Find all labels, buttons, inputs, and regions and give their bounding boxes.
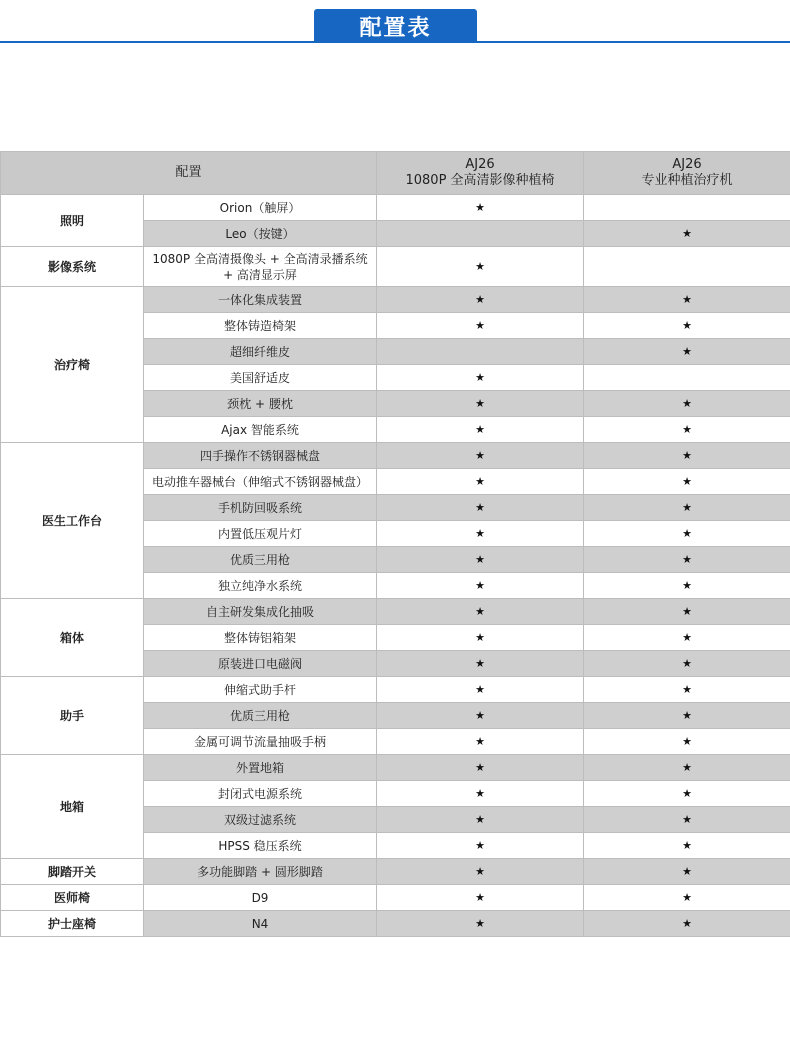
model-2-cell	[584, 339, 790, 365]
model-2-cell	[584, 313, 790, 339]
feature-cell: 电动推车器械台（伸缩式不锈钢器械盘）	[144, 469, 377, 495]
star-icon: ★	[682, 865, 692, 878]
model-1-cell	[377, 573, 584, 599]
star-icon: ★	[475, 449, 485, 462]
feature-cell: HPSS 稳压系统	[144, 833, 377, 859]
model-2-cell	[584, 677, 790, 703]
table-row	[1, 885, 790, 911]
table-row	[1, 443, 790, 469]
model-2-name: 专业种植治疗机	[641, 173, 733, 188]
feature-cell: N4	[144, 911, 377, 937]
model-2-cell	[584, 573, 790, 599]
star-icon: ★	[475, 319, 485, 332]
category-cell: 脚踏开关	[1, 859, 144, 885]
feature-cell: 1080P 全高清摄像头 + 全高清录播系统 + 高清显示屏	[144, 247, 377, 287]
feature-cell: 伸缩式助手杆	[144, 677, 377, 703]
star-icon: ★	[682, 579, 692, 592]
model-1-cell	[377, 677, 584, 703]
star-icon: ★	[682, 227, 692, 240]
feature-cell: Leo（按键）	[144, 221, 377, 247]
table-row	[1, 859, 790, 885]
star-icon: ★	[475, 260, 485, 273]
feature-cell: 内置低压观片灯	[144, 521, 377, 547]
model-1-cell	[377, 339, 584, 365]
model-2-cell	[584, 417, 790, 443]
star-icon: ★	[682, 891, 692, 904]
model-1-cell	[377, 651, 584, 677]
category-cell: 照明	[1, 195, 144, 247]
model-2-cell	[584, 443, 790, 469]
feature-cell: 颈枕 + 腰枕	[144, 391, 377, 417]
star-icon: ★	[475, 527, 485, 540]
model-1-cell	[377, 625, 584, 651]
star-icon: ★	[475, 787, 485, 800]
star-icon: ★	[682, 683, 692, 696]
feature-cell: 手机防回吸系统	[144, 495, 377, 521]
model-1-cell	[377, 221, 584, 247]
star-icon: ★	[475, 839, 485, 852]
model-2-cell	[584, 755, 790, 781]
star-icon: ★	[475, 293, 485, 306]
star-icon: ★	[682, 709, 692, 722]
model-2-cell	[584, 521, 790, 547]
feature-cell: 封闭式电源系统	[144, 781, 377, 807]
feature-cell: 独立纯净水系统	[144, 573, 377, 599]
header-model-1	[377, 152, 584, 195]
model-1-cell	[377, 859, 584, 885]
feature-cell: 双级过滤系统	[144, 807, 377, 833]
star-icon: ★	[475, 579, 485, 592]
star-icon: ★	[475, 475, 485, 488]
model-2-cell	[584, 625, 790, 651]
star-icon: ★	[682, 631, 692, 644]
star-icon: ★	[475, 891, 485, 904]
star-icon: ★	[682, 787, 692, 800]
model-2-code: AJ26	[672, 157, 702, 172]
model-2-cell	[584, 651, 790, 677]
star-icon: ★	[475, 917, 485, 930]
table-row	[1, 599, 790, 625]
star-icon: ★	[682, 839, 692, 852]
table-row	[1, 677, 790, 703]
star-icon: ★	[475, 501, 485, 514]
star-icon: ★	[475, 553, 485, 566]
star-icon: ★	[475, 657, 485, 670]
star-icon: ★	[682, 475, 692, 488]
model-1-cell	[377, 287, 584, 313]
model-2-cell	[584, 885, 790, 911]
config-table	[0, 151, 790, 937]
feature-cell: 自主研发集成化抽吸	[144, 599, 377, 625]
feature-cell: 美国舒适皮	[144, 365, 377, 391]
table-row	[1, 911, 790, 937]
model-1-cell	[377, 755, 584, 781]
model-1-cell	[377, 781, 584, 807]
star-icon: ★	[682, 397, 692, 410]
model-1-cell	[377, 443, 584, 469]
model-1-cell	[377, 247, 584, 287]
category-cell: 医师椅	[1, 885, 144, 911]
header-model-2	[584, 152, 790, 195]
star-icon: ★	[682, 813, 692, 826]
star-icon: ★	[475, 371, 485, 384]
star-icon: ★	[682, 449, 692, 462]
star-icon: ★	[682, 423, 692, 436]
feature-cell: 一体化集成装置	[144, 287, 377, 313]
model-1-cell	[377, 911, 584, 937]
star-icon: ★	[682, 501, 692, 514]
star-icon: ★	[475, 423, 485, 436]
header-config: 配置	[1, 152, 377, 195]
table-row	[1, 755, 790, 781]
category-cell: 地箱	[1, 755, 144, 859]
model-1-cell	[377, 833, 584, 859]
star-icon: ★	[475, 605, 485, 618]
star-icon: ★	[682, 917, 692, 930]
page-title: 配置表	[314, 9, 477, 43]
model-1-cell	[377, 729, 584, 755]
model-1-cell	[377, 313, 584, 339]
model-1-name: 1080P 全高清影像种植椅	[405, 173, 555, 188]
star-icon: ★	[682, 761, 692, 774]
star-icon: ★	[475, 201, 485, 214]
feature-cell: 超细纤维皮	[144, 339, 377, 365]
model-1-code: AJ26	[465, 157, 495, 172]
model-2-cell	[584, 859, 790, 885]
model-2-cell	[584, 365, 790, 391]
feature-cell: 整体铸造椅架	[144, 313, 377, 339]
model-2-cell	[584, 287, 790, 313]
table-row	[1, 195, 790, 221]
star-icon: ★	[682, 293, 692, 306]
model-2-cell	[584, 195, 790, 221]
model-2-cell	[584, 495, 790, 521]
feature-cell: 四手操作不锈钢器械盘	[144, 443, 377, 469]
star-icon: ★	[475, 813, 485, 826]
table-row	[1, 247, 790, 287]
model-1-cell	[377, 521, 584, 547]
model-1-cell	[377, 807, 584, 833]
model-2-cell	[584, 807, 790, 833]
feature-cell: 金属可调节流量抽吸手柄	[144, 729, 377, 755]
model-1-cell	[377, 703, 584, 729]
model-2-cell	[584, 781, 790, 807]
table-row	[1, 287, 790, 313]
star-icon: ★	[475, 631, 485, 644]
model-1-cell	[377, 599, 584, 625]
feature-cell: Ajax 智能系统	[144, 417, 377, 443]
star-icon: ★	[475, 683, 485, 696]
model-1-cell	[377, 495, 584, 521]
category-cell: 影像系统	[1, 247, 144, 287]
star-icon: ★	[682, 605, 692, 618]
star-icon: ★	[682, 345, 692, 358]
star-icon: ★	[682, 319, 692, 332]
model-2-cell	[584, 547, 790, 573]
table-body	[1, 195, 790, 937]
model-2-cell	[584, 469, 790, 495]
feature-cell: Orion（触屏）	[144, 195, 377, 221]
model-1-cell	[377, 469, 584, 495]
model-2-cell	[584, 221, 790, 247]
star-icon: ★	[475, 709, 485, 722]
model-2-cell	[584, 833, 790, 859]
feature-cell: D9	[144, 885, 377, 911]
star-icon: ★	[475, 865, 485, 878]
table-header-row	[1, 152, 790, 195]
model-1-cell	[377, 195, 584, 221]
star-icon: ★	[682, 657, 692, 670]
model-2-cell	[584, 599, 790, 625]
feature-cell: 多功能脚踏 + 圆形脚踏	[144, 859, 377, 885]
model-1-cell	[377, 885, 584, 911]
feature-cell: 优质三用枪	[144, 547, 377, 573]
model-1-cell	[377, 365, 584, 391]
feature-cell: 原装进口电磁阀	[144, 651, 377, 677]
model-2-cell	[584, 247, 790, 287]
model-1-cell	[377, 391, 584, 417]
feature-cell: 优质三用枪	[144, 703, 377, 729]
star-icon: ★	[475, 761, 485, 774]
star-icon: ★	[682, 735, 692, 748]
category-cell: 护士座椅	[1, 911, 144, 937]
model-2-cell	[584, 911, 790, 937]
model-2-cell	[584, 391, 790, 417]
category-cell: 助手	[1, 677, 144, 755]
star-icon: ★	[475, 397, 485, 410]
category-cell: 治疗椅	[1, 287, 144, 443]
feature-cell: 整体铸铝箱架	[144, 625, 377, 651]
star-icon: ★	[682, 553, 692, 566]
model-1-cell	[377, 547, 584, 573]
category-cell: 医生工作台	[1, 443, 144, 599]
feature-cell: 外置地箱	[144, 755, 377, 781]
model-1-cell	[377, 417, 584, 443]
category-cell: 箱体	[1, 599, 144, 677]
star-icon: ★	[475, 735, 485, 748]
model-2-cell	[584, 703, 790, 729]
star-icon: ★	[682, 527, 692, 540]
model-2-cell	[584, 729, 790, 755]
